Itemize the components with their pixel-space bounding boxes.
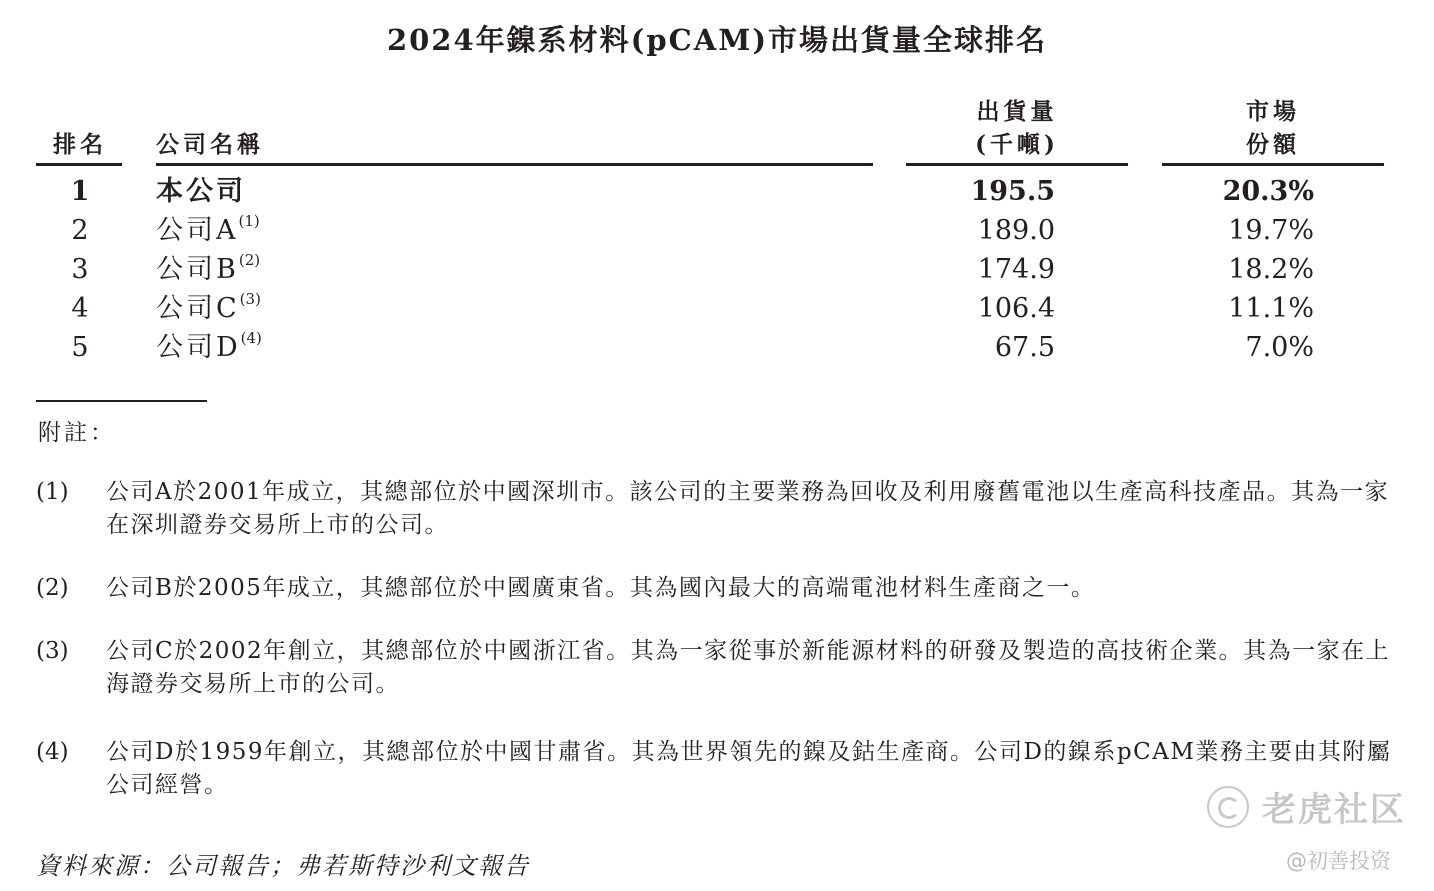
tiger-community-logo-icon [1207,786,1249,828]
footnote-text: 公司D於1959年創立，其總部位於中國甘肅省。其為世界領先的鎳及鈷生產商。公司D的鎳系pCAM業務主要由其附屬公司經營。 [106,739,1392,798]
share-cell: 20.3% [1222,176,1314,207]
footnote-text: 公司C於2002年創立，其總部位於中國浙江省。其為一家從事於新能源材料的研發及製造的高技術企業。其為一家在上海證券交易所上市的公司。 [106,638,1391,697]
table-title: 2024年鎳系材料(pCAM)市場出貨量全球排名 [386,23,1048,57]
notes-divider [36,400,207,402]
rank-cell: 3 [71,254,89,285]
share-cell: 11.1% [1228,293,1314,324]
volume-cell: 189.0 [977,215,1055,246]
company-name: 本公司 [156,176,246,207]
rank-cell: 2 [71,215,89,246]
watermark-name: 老虎社区 [1262,790,1406,830]
footnote-number: (3) [36,638,69,664]
watermark-handle: @初善投资 [1286,849,1391,873]
company-name-cell [156,172,246,211]
footnote-text: 公司B於2005年成立，其總部位於中國廣東省。其為國內最大的高端電池材料生產商之一。 [106,575,1096,601]
header-company-label: 公司名稱 [156,131,264,158]
notes-label: 附註： [38,420,116,446]
company-name-cell [156,250,260,289]
table-row [0,211,1434,250]
footnote [36,736,1406,802]
footnote-ref: (3) [239,290,261,308]
footnote-ref: (4) [240,329,262,347]
header-rule-rank [36,163,122,166]
volume-cell: 106.4 [977,293,1055,324]
footnote-number: (2) [36,575,69,601]
header-rule-share [1162,163,1384,166]
company-name: 公司A [156,215,239,246]
header-volume-line1: 出貨量 [976,98,1058,125]
header-share-line1: 市場 [1246,98,1300,125]
header-share [1162,95,1384,161]
header-rank [40,128,120,161]
volume-cell: 195.5 [970,176,1055,207]
volume-cell: 67.5 [994,332,1055,363]
company-name-cell [156,328,262,367]
table-row [0,172,1434,211]
header-rank-label: 排名 [53,131,107,158]
footnote [36,635,1406,701]
rank-cell: 1 [70,176,90,207]
footnote [36,476,1406,542]
footnote-ref: (1) [238,212,260,230]
footnote-ref: (2) [238,251,261,269]
header-share-line2: 份額 [1246,131,1300,158]
footnote-text: 公司A於2001年成立，其總部位於中國深圳市。該公司的主要業務為回收及利用廢舊電池以生產高科技產品。其為一家在深圳證券交易所上市的公司。 [106,479,1390,538]
share-cell: 18.2% [1228,254,1314,285]
volume-cell: 174.9 [977,254,1055,285]
footnote-number: (4) [36,739,69,765]
footnote [36,572,1406,605]
table-row [0,289,1434,328]
company-name-cell [156,211,260,250]
rank-cell: 5 [71,332,89,363]
share-cell: 7.0% [1245,332,1314,363]
header-rule-volume [906,163,1128,166]
header-volume-line2: (千噸) [975,131,1059,158]
company-name: 公司B [156,254,239,285]
header-company [156,128,264,161]
table-row [0,328,1434,367]
company-name: 公司D [156,332,241,363]
rank-cell: 4 [71,293,89,324]
header-volume [906,95,1128,161]
footnote-number: (1) [36,479,69,505]
company-name-cell [156,289,261,328]
company-name: 公司C [156,293,240,324]
table-row [0,250,1434,289]
share-cell: 19.7% [1228,215,1314,246]
header-rule-company [156,163,873,166]
source-line: 資料來源：公司報告；弗若斯特沙利文報告 [36,852,530,880]
